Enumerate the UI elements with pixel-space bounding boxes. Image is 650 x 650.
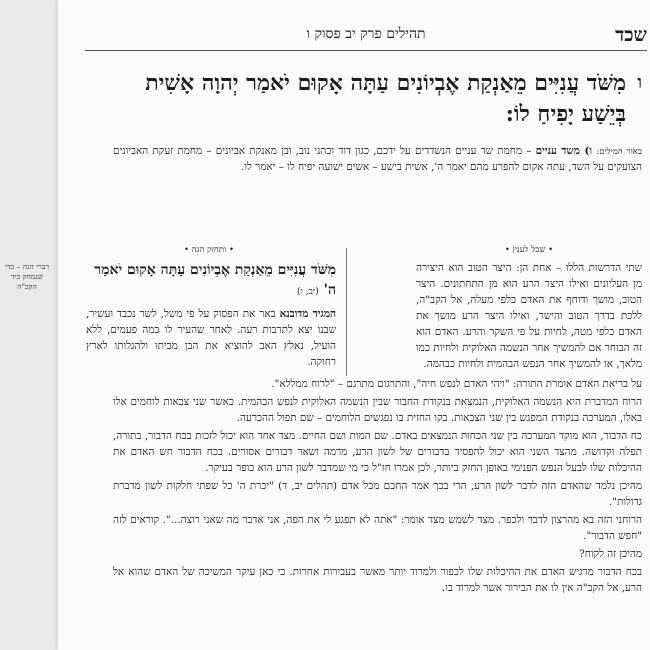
column-divider [346, 248, 347, 376]
paragraph: מהיכן זה לקוח? [579, 548, 642, 560]
commentary-text: – מחמת שד עניים הנשדדים על ידכם, כגון דוד וכהני נוב, ובן מאנקת אביונים – מחמת זעקת האביונים הצועקים על השד, עתה אקום להפרע מהם יאמר ה', אשית בישע – אשים ישועה יפיח לו – יאמר לו. [113, 145, 642, 173]
header-rule [85, 50, 647, 51]
page-number: שכד [615, 24, 647, 46]
paragraph: על בריאת האדם אומרת התורה: "ויהי האדם לנפש חיה", והתרגום מתרגם – "לרוח ממללא". [271, 378, 642, 390]
quoted-verse-ref: (יב, ו) [297, 287, 319, 297]
parable-lemma: המגיד מדובנא [279, 308, 337, 320]
verse-block [108, 68, 642, 132]
paragraph: בכח הדבור מרגיש האדם את ההיכלות שלו לכפור ולמרוד יותר מאשר בעבירות אחרות. כי כאן עיקר המשיכה של האדם שהוא אל הרע, אל הקב"ה אין לו את הבירור אשר למרוד בו. [113, 566, 642, 594]
word-commentary [113, 144, 642, 214]
verse-text: מִשֹּׁד עֲנִיִּים מֵאַנְקַת אֶבְיוֹנִים עַתָּה אָקוּם יֹאמַר יְהוָה אָשִׁית בְּיֵשַׁע יָפִיחַ לוֹ: [145, 70, 626, 127]
paragraph: מהיכן נלמד שהאדם הזה לדבר לשון הרע, הרי בכך אמר החכם מכל אדם (תהלים יב, ד) "יכרת ה' כל שפתי חלקות לשון מדברת גדולות". [113, 480, 642, 508]
margin-note: דברי הגה – כדי שנמחק ביד הקב"ה [4, 262, 50, 291]
paragraph: כח הדבור, הוא מוקד המערכה בין שני הכחות הנמצאים באדם. שם המות ושם החיים. מצד אחד הוא יכול לזכות בכח הדבור, בתורה, תפלה וקדושה. מהצד השני הוא יכול להפסיד בדבורים של לשון הרע, מרמה ושאר דבורים אסורים. בכח הדבור חש האדם את ההיכלות שלו לבעל הנפש הפנימי באופן החזק ביותר, לכן אמרו חז"ל כי מי שמדבר לשון הרע הוא כופר בעיקר. [113, 430, 642, 474]
right-column-header: • שכל לענין • [504, 245, 554, 255]
running-title: תהילים פרק יב פסוק ו [306, 26, 426, 42]
left-column [86, 260, 336, 374]
lower-commentary [113, 376, 642, 642]
quoted-verse-text: מִשֹּׁד עֲנִיִּים מֵאַנְקַת אֶבְיוֹנִים עַתָּה אָקוּם יֹאמַר ה' [94, 262, 336, 298]
right-column-text: שתי הדרשות הללו – אחת הן: היצר הטוב הוא היצירה מן העליונים ואילו היצר הרע הוא מן התחתונים. היצר הטוב, מושך ודוחף את האדם כלפי מעלה, אל הקב"ה, ללכת בדרך הטוב והישר, ואילו היצר הרע מושך את האדם כלפי מטה, לחיות על פי השקר והרע. האדם הוא זה הבוחר אם להמשיך אחר הנשמה האלוקית ולחיות כמו מלאך, או להמשיך אחר הנפש הבהמית ולחיות כבהמה. [416, 262, 642, 370]
parable-commentary [86, 306, 336, 370]
left-column-header: • ותחזק הגה • [183, 245, 235, 255]
verse-number: ו [637, 72, 642, 93]
book-page [4, 0, 650, 650]
parable-text: באר את הפסוק על פי משל, לשר נכבד ועשיר, שבנו יצא לתרבות רעה. לאחר שהעיר לו כמה פעמים, ללא הועיל, נאלץ האב להוציא את הבן מביתו ולהגלותו לארץ רחוקה. [86, 308, 336, 368]
page-header [85, 24, 647, 46]
paragraph: הרוחני הזה בא מהרצון לדבר ולכפר. מצד לשמש מצד אומר: "אתה לא תפגע לי את הפה, אני אדבר מה שאני רוצה...". קוראים לזה "חפש הדבור". [113, 514, 642, 542]
commentary-source: באור המילים: [596, 147, 642, 157]
paragraph: הרוח המדברת היא הנשמה האלוקית, הנמצאת בנקודת החבור שבין הנשמה האלוקית לנפש הבהמית. כאשר שני צבאות לוחמים אלו באלו, המערכה בנקודת המפגש בין שני הצבאות. בקו החזית בו נפגשים הלוחמים – שם תפול ההכרעה. [113, 396, 642, 424]
quoted-verse [86, 260, 336, 302]
commentary-lemma: ו) משד עניים [535, 145, 593, 157]
